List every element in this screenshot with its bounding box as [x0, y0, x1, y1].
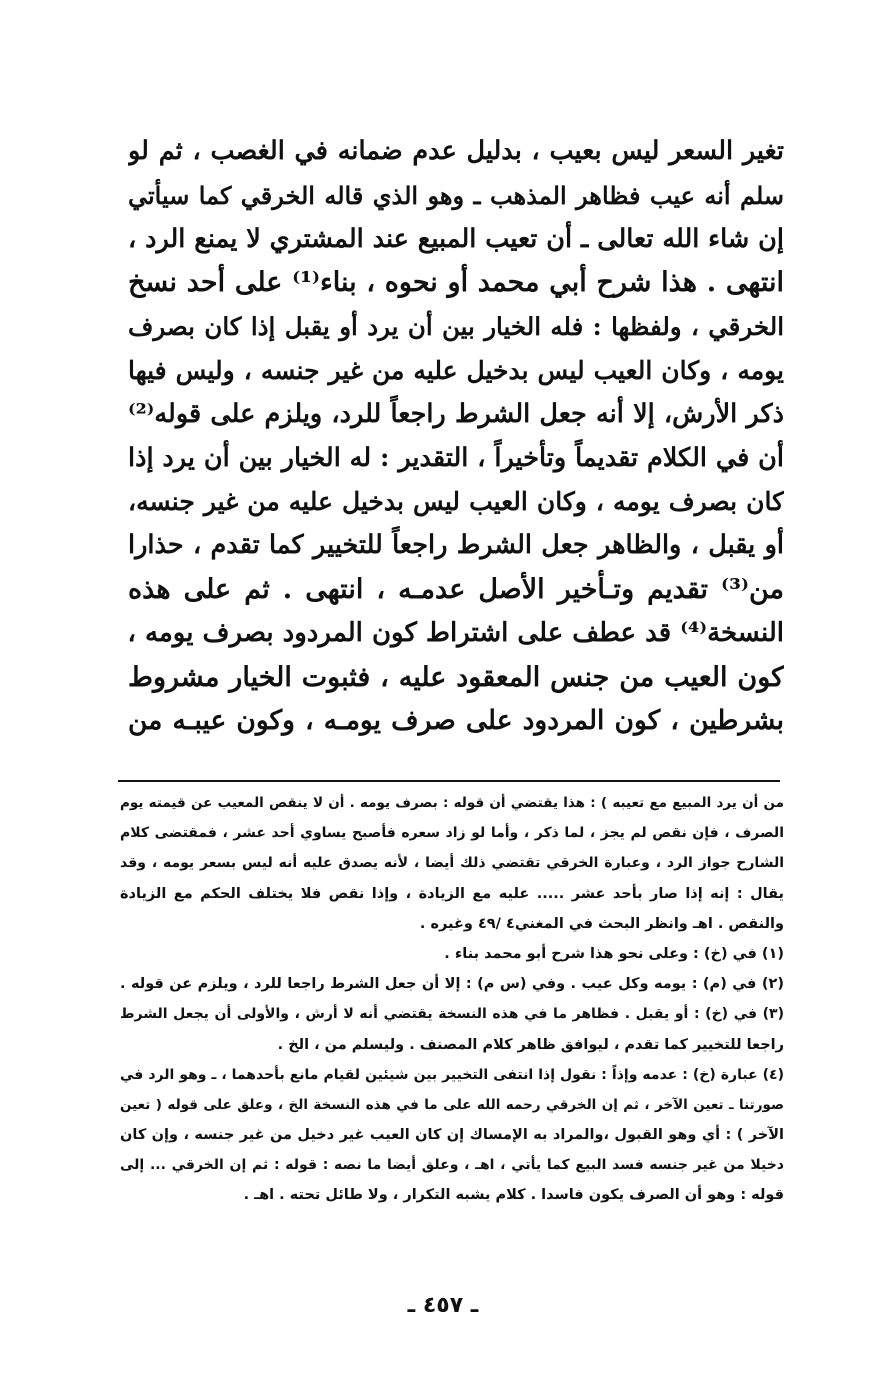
body-line: انتهى . هذا شرح أبي محمد أو نحوه ، بناء⁽¹⁾ على أحد نسخ	[128, 267, 784, 299]
footnote-line: صورتنا ـ تعين الآخر ، ثم إن الخرقي رحمه الله على ما في هذه النسخة الخ ، وعلق على قوله ( تعين	[120, 1096, 784, 1113]
footnote-line: الشارح جواز الرد ، وعبارة الخرقي تقتضي ذلك أيضا ، لأنه يصدق عليه أنه ليس بسعر يومه ، وقد	[120, 855, 784, 872]
body-line: من⁽³⁾ تقديم وتـأخير الأصل عدمـه ، انتهى . ثم على هذه	[128, 573, 784, 605]
footnote-line: من أن يرد المبيع مع تعيبه ) : هذا يقتضي أن قوله : بصرف يومه . أن لا ينقص المعيب عن قيمته يوم	[120, 795, 784, 811]
body-line: ذكر الأرش، إلا أنه جعل الشرط راجعاً للرد، ويلزم على قوله⁽²⁾	[128, 398, 784, 429]
main-body-text	[128, 130, 784, 743]
body-line: يومه ، وكان العيب ليس بدخيل عليه من غير جنسه ، وليس فيها	[128, 355, 784, 385]
footnote-line: (٣) في (خ) : أو يقبل . فظاهر ما في هذه النسخة يقتضي أنه لا أرش ، والأولى أن يجعل الشرط	[120, 1006, 784, 1023]
footnote-line: راجعا للتخيير كما تقدم ، ليوافق ظاهر كلام المصنف . وليسلم من ، الخ .	[277, 1036, 784, 1053]
body-line: أن في الكلام تقديماً وتأخيراً ، التقدير : له الخيار بين أن يرد إذا	[128, 442, 784, 473]
body-line: أو يقبل ، والظاهر جعل الشرط راجعاً للتخيير كما تقدم ، حذارا	[128, 530, 784, 561]
footnote-line: (١) في (خ) : وعلى نحو هذا شرح أبو محمد بناء .	[444, 945, 784, 962]
footnote-divider	[118, 780, 780, 782]
footnote-line: والنقص . اهـ وانظر البحث في المغني٤ /٤٩ وغيره .	[419, 915, 784, 932]
body-line: تغير السعر ليس بعيب ، بدليل عدم ضمانه في الغصب ، ثم لو	[128, 136, 784, 166]
body-line: النسخة⁽⁴⁾ قد عطف على اشتراط كون المردود بصرف يومه ،	[128, 617, 784, 648]
footnotes-section	[120, 788, 784, 1211]
page-number: ـ ٤٥٧ ـ	[407, 1293, 479, 1318]
body-line: بشرطين ، كون المردود على صرف يومـه ، وكون عيبـه من	[128, 705, 784, 737]
body-line: كون العيب من جنس المعقود عليه ، فثبوت الخيار مشروط	[128, 661, 784, 693]
footnote-line: الصرف ، فإن نقص لم يجز ، لما ذكر ، وأما لو زاد سعره فأصبح يساوي أحد عشر ، فمقتضى كلام	[120, 825, 784, 842]
body-line: إن شاء الله تعالى ـ أن تعيب المبيع عند المشتري لا يمنع الرد ،	[128, 223, 784, 254]
body-line: سلم أنه عيب فظاهر المذهب ـ وهو الذي قاله الخرقي كما سيأتي	[128, 180, 784, 210]
body-line: كان بصرف يومه ، وكان العيب ليس بدخيل عليه من غير جنسه،	[128, 487, 784, 517]
footnote-line: دخيلا من غير جنسه فسد البيع كما يأتي ، اهـ ، وعلق أيضا ما نصه : قوله : ثم إن الخرقي ... إلى	[120, 1157, 784, 1174]
body-line: الخرقي ، ولفظها : فله الخيار بين أن يرد أو يقبل إذا كان بصرف	[128, 312, 784, 342]
footnote-line: (٢) في (م) : يومه وكل عيب . وفي (س م) : إلا أن جعل الشرط راجعا للرد ، ويلزم عن قوله .	[120, 976, 784, 993]
footnote-line: قوله : وهو أن الصرف يكون فاسدا . كلام يشبه التكرار ، ولا طائل تحته . اهـ .	[243, 1187, 784, 1204]
footnote-line: (٤) عبارة (خ) : عدمه وإذاً : نقول إذا انتفى التخيير بين شيئين لقيام مانع بأحدهما ، ـ وهو الرد في	[120, 1066, 784, 1083]
footnote-line: يقال : إنه إذا صار بأحد عشر ..... عليه مع الزيادة ، وإذا نقص فلا يختلف الحكم مع الزيادة	[120, 885, 784, 902]
footnote-line: الآخر ) : أي وهو القبول ،والمراد به الإمساك إن كان العيب غير دخيل من غير جنسه ، وإن كان	[120, 1127, 784, 1144]
